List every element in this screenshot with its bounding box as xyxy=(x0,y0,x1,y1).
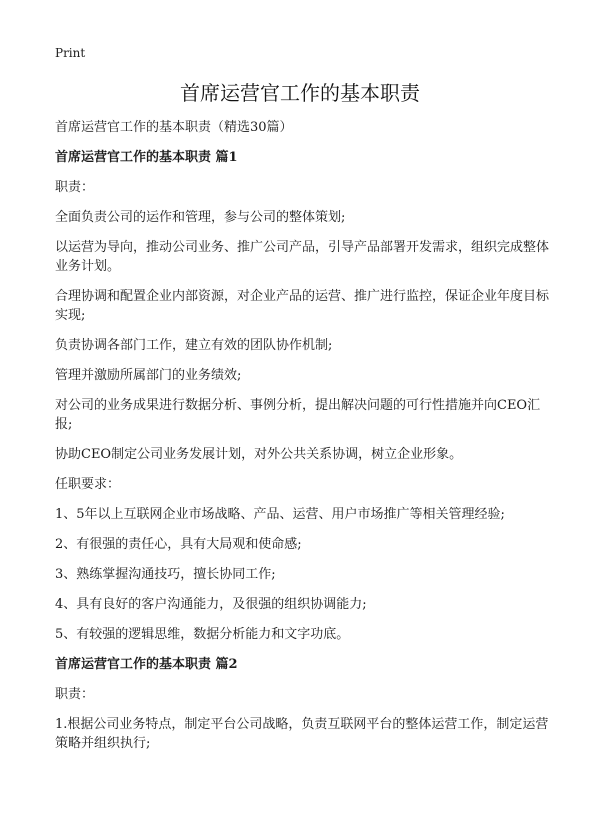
requirement-item: 4、具有良好的客户沟通能力，及很强的组织协调能力; xyxy=(55,597,367,612)
duty-item: 协助CEO制定公司业务发展计划，对外公共关系协调，树立企业形象。 xyxy=(55,447,463,462)
requirement-item: 5、有较强的逻辑思维，数据分析能力和文字功底。 xyxy=(55,627,350,642)
duty-item: 以运营为导向，推动公司业务、推广公司产品，引导产品部署开发需求，组织完成整体业务计划。 xyxy=(55,240,550,274)
duty-item: 管理并激励所属部门的业务绩效; xyxy=(55,368,242,383)
requirement-item: 2、有很强的责任心，具有大局观和使命感; xyxy=(55,537,302,552)
duties-label: 职责： xyxy=(55,687,95,702)
document-body xyxy=(55,118,555,764)
duty-item: 对公司的业务成果进行数据分析、事例分析，提出解决问题的可行性措施并向CEO汇报; xyxy=(55,398,541,432)
document-subtitle: 首席运营官工作的基本职责（精选30篇） xyxy=(55,120,293,135)
section-heading: 首席运营官工作的基本职责 篇1 xyxy=(55,150,238,165)
duties-label: 职责： xyxy=(55,180,95,195)
requirements-label: 任职要求： xyxy=(55,477,121,492)
requirement-item: 3、熟练掌握沟通技巧，擅长协同工作; xyxy=(55,567,276,582)
print-link[interactable]: Print xyxy=(55,46,86,60)
duty-item: 负责协调各部门工作，建立有效的团队协作机制; xyxy=(55,338,333,353)
document-title: 首席运营官工作的基本职责 xyxy=(180,81,420,105)
duty-item: 合理协调和配置企业内部资源，对企业产品的运营、推广进行监控，保证企业年度目标实现; xyxy=(55,289,550,323)
section-heading: 首席运营官工作的基本职责 篇2 xyxy=(55,657,238,672)
requirement-item: 1、5年以上互联网企业市场战略、产品、运营、用户市场推广等相关管理经验; xyxy=(55,507,505,522)
duty-item: 1.根据公司业务特点，制定平台公司战略，负责互联网平台的整体运营工作，制定运营策略并组织执行; xyxy=(55,717,549,751)
duty-item: 全面负责公司的运作和管理，参与公司的整体策划; xyxy=(55,210,346,225)
